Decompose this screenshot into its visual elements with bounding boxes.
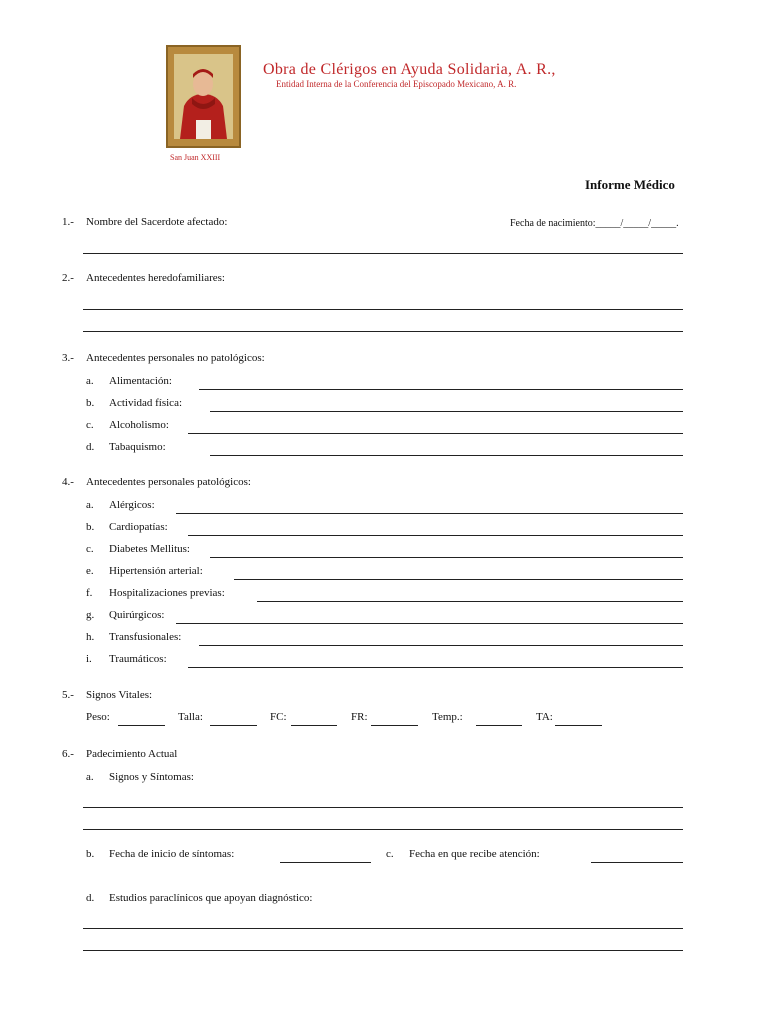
organization-title: Obra de Clérigos en Ayuda Solidaria, A. R., [263, 61, 556, 78]
section-1-number: 1.- [62, 216, 74, 228]
diabetes-input-line[interactable] [210, 557, 683, 558]
hereditary-input-line-1[interactable] [83, 309, 683, 310]
vital-label-ta: TA: [536, 711, 553, 723]
item-label-fecha-atencion: Fecha en que recibe atención: [409, 848, 540, 860]
item-letter: b. [86, 521, 95, 533]
transfusionales-input-line[interactable] [199, 645, 683, 646]
item-label-hipertension: Hipertensión arterial: [109, 565, 203, 577]
estudios-input-line-1[interactable] [83, 928, 683, 929]
vital-label-fc: FC: [270, 711, 287, 723]
fecha-inicio-input-line[interactable] [280, 862, 371, 863]
alimentacion-input-line[interactable] [199, 389, 683, 390]
section-3-label: Antecedentes personales no patológicos: [86, 352, 265, 364]
item-letter: b. [86, 848, 95, 860]
signos-sintomas-input-line-2[interactable] [83, 829, 683, 830]
item-label-diabetes: Diabetes Mellitus: [109, 543, 190, 555]
vital-label-temp: Temp.: [432, 711, 463, 723]
item-letter: a. [86, 771, 94, 783]
item-label-fecha-inicio: Fecha de inicio de síntomas: [109, 848, 235, 860]
item-label-traumaticos: Traumáticos: [109, 653, 167, 665]
item-letter: f. [86, 587, 93, 599]
cardiopatias-input-line[interactable] [188, 535, 683, 536]
tabaquismo-input-line[interactable] [210, 455, 683, 456]
section-6-number: 6.- [62, 748, 74, 760]
item-letter: e. [86, 565, 94, 577]
vital-label-peso: Peso: [86, 711, 110, 723]
item-label-tabaquismo: Tabaquismo: [109, 441, 166, 453]
item-letter: a. [86, 499, 94, 511]
alcoholismo-input-line[interactable] [188, 433, 683, 434]
estudios-input-line-2[interactable] [83, 950, 683, 951]
temp-input-line[interactable] [476, 725, 522, 726]
alergicos-input-line[interactable] [176, 513, 683, 514]
section-5-number: 5.- [62, 689, 74, 701]
item-label-hospitalizaciones: Hospitalizaciones previas: [109, 587, 225, 599]
vital-label-fr: FR: [351, 711, 368, 723]
item-label-quirurgicos: Quirúrgicos: [109, 609, 165, 621]
traumaticos-input-line[interactable] [188, 667, 683, 668]
section-2-number: 2.- [62, 272, 74, 284]
form-title: Informe Médico [585, 177, 675, 192]
fc-input-line[interactable] [291, 725, 337, 726]
item-letter: b. [86, 397, 95, 409]
item-letter: c. [86, 543, 94, 555]
section-3-number: 3.- [62, 352, 74, 364]
item-label-alimentacion: Alimentación: [109, 375, 172, 387]
hereditary-input-line-2[interactable] [83, 331, 683, 332]
section-6-label: Padecimiento Actual [86, 748, 178, 760]
fr-input-line[interactable] [371, 725, 418, 726]
section-2-label: Antecedentes heredofamiliares: [86, 272, 225, 284]
portrait-figure [174, 54, 233, 139]
hipertension-input-line[interactable] [234, 579, 683, 580]
birth-date-field[interactable]: Fecha de nacimiento:_____/_____/_____. [510, 218, 679, 229]
item-letter: c. [86, 419, 94, 431]
organization-subtitle: Entidad Interna de la Conferencia del Episcopado Mexicano, A. R. [276, 79, 517, 89]
item-letter: d. [86, 892, 95, 904]
section-5-label: Signos Vitales: [86, 689, 153, 701]
portrait-caption: San Juan XXIII [170, 153, 221, 162]
portrait-image [166, 45, 241, 148]
item-letter: g. [86, 609, 95, 621]
talla-input-line[interactable] [210, 725, 257, 726]
item-letter: a. [86, 375, 94, 387]
actividad-fisica-input-line[interactable] [210, 411, 683, 412]
item-letter: h. [86, 631, 95, 643]
item-label-alergicos: Alérgicos: [109, 499, 155, 511]
section-1-label: Nombre del Sacerdote afectado: [86, 216, 228, 228]
item-label-cardiopatias: Cardiopatías: [109, 521, 168, 533]
quirurgicos-input-line[interactable] [176, 623, 683, 624]
item-label-alcoholismo: Alcoholismo: [109, 419, 169, 431]
item-letter: d. [86, 441, 95, 453]
ta-input-line[interactable] [555, 725, 602, 726]
name-input-line[interactable] [83, 253, 683, 254]
vital-label-talla: Talla: [178, 711, 203, 723]
item-label-actividad-fisica: Actividad física: [109, 397, 183, 409]
item-letter: i. [86, 653, 92, 665]
item-label-estudios: Estudios paraclínicos que apoyan diagnóstico: [109, 892, 313, 904]
section-4-number: 4.- [62, 476, 74, 488]
item-letter: c. [386, 848, 394, 860]
item-label-transfusionales: Transfusionales: [109, 631, 182, 643]
hospitalizaciones-input-line[interactable] [257, 601, 683, 602]
peso-input-line[interactable] [118, 725, 165, 726]
item-label-signos-sintomas: Signos y Síntomas: [109, 771, 194, 783]
fecha-atencion-input-line[interactable] [591, 862, 683, 863]
section-4-label: Antecedentes personales patológicos: [86, 476, 251, 488]
signos-sintomas-input-line-1[interactable] [83, 807, 683, 808]
